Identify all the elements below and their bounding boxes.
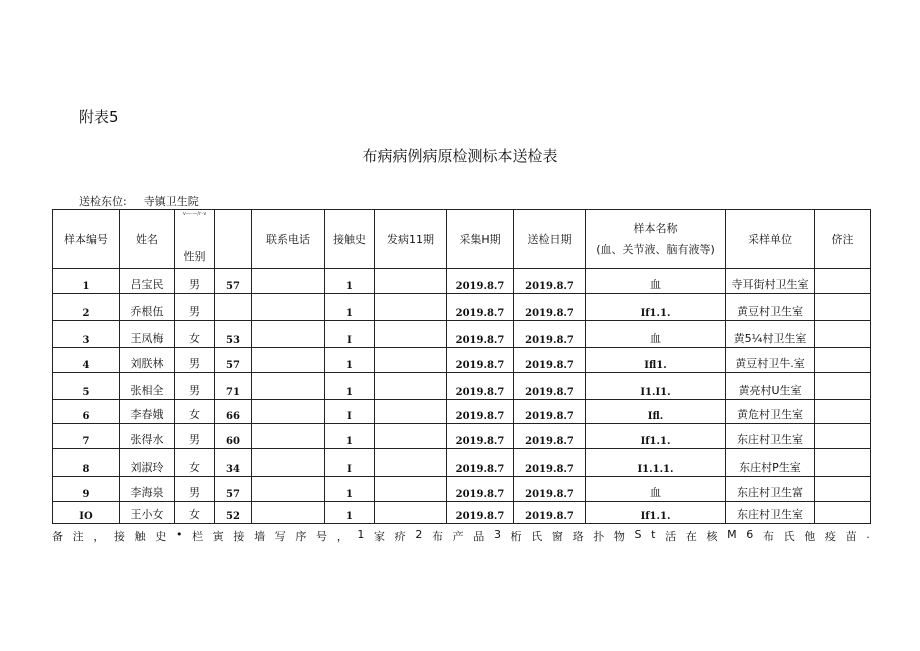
row-sample: 血 xyxy=(586,269,726,294)
footnote-glyph: 墙 xyxy=(254,530,266,543)
header-sample-no: 样本编号 xyxy=(53,210,120,269)
row-collect-date: 2019.8.7 xyxy=(447,449,514,477)
header-phone: 联系电话 xyxy=(252,210,325,269)
footnote-glyph: 3 xyxy=(493,528,501,541)
row-sample: Ifl1. xyxy=(586,348,726,373)
row-name: 王小女 xyxy=(120,502,175,524)
row-gender: 女 xyxy=(175,449,215,477)
row-phone xyxy=(252,269,325,294)
row-sample: I1.I1. xyxy=(586,373,726,400)
row-name: 张相全 xyxy=(120,373,175,400)
row-sample: If1.1. xyxy=(586,294,726,321)
footnote-glyph: • xyxy=(175,528,183,541)
row-onset xyxy=(375,373,447,400)
header-sample-name-label: 样本名称 xyxy=(633,222,678,235)
table-row xyxy=(53,477,871,502)
row-name: 李春娥 xyxy=(120,400,175,424)
row-submit-date: 2019.8.7 xyxy=(514,502,586,524)
footnote-glyph: 氏 xyxy=(783,530,795,543)
row-remark xyxy=(815,373,871,400)
row-number: 9 xyxy=(53,477,120,502)
sender-label: 送检东位: xyxy=(79,195,127,208)
table-row xyxy=(53,294,871,321)
header-sample-name-note: (血、关节液、脑有液等) xyxy=(596,243,715,256)
row-gender: 男 xyxy=(175,373,215,400)
row-contact: 1 xyxy=(325,477,375,502)
row-age xyxy=(215,294,252,321)
row-collect-date: 2019.8.7 xyxy=(447,477,514,502)
row-remark xyxy=(815,502,871,524)
table-row xyxy=(53,321,871,348)
row-gender: 女 xyxy=(175,321,215,348)
row-name: 乔根伍 xyxy=(120,294,175,321)
table-row xyxy=(53,400,871,424)
header-remark: 侪注 xyxy=(815,210,871,269)
row-remark xyxy=(815,348,871,373)
footnote-glyph: 桁 xyxy=(510,530,522,543)
row-number: 5 xyxy=(53,373,120,400)
footnote-glyph: 氏 xyxy=(531,530,543,543)
row-onset xyxy=(375,269,447,294)
row-unit: 黄豆村卫生室 xyxy=(726,294,815,321)
row-onset xyxy=(375,502,447,524)
row-onset xyxy=(375,294,447,321)
row-number: 1 xyxy=(53,269,120,294)
row-contact: 1 xyxy=(325,269,375,294)
row-sample: 血 xyxy=(586,321,726,348)
row-onset xyxy=(375,400,447,424)
row-collect-date: 2019.8.7 xyxy=(447,424,514,449)
table-row xyxy=(53,348,871,373)
row-remark xyxy=(815,477,871,502)
row-remark xyxy=(815,321,871,348)
footnote-glyph: 活 xyxy=(665,530,677,543)
footnote-glyph: 家 xyxy=(374,530,385,543)
footnote-glyph: t xyxy=(651,528,656,541)
row-submit-date: 2019.8.7 xyxy=(514,269,586,294)
footnote-glyph: 接 xyxy=(233,530,245,543)
row-unit: 寺耳街村卫生室 xyxy=(726,269,815,294)
row-remark xyxy=(815,269,871,294)
footnote-glyph: 窗 xyxy=(551,530,563,543)
row-collect-date: 2019.8.7 xyxy=(447,348,514,373)
row-age: 57 xyxy=(215,269,252,294)
row-sample: If1.1. xyxy=(586,502,726,524)
row-name: 张得水 xyxy=(120,424,175,449)
row-name: 刘淑玲 xyxy=(120,449,175,477)
row-gender: 男 xyxy=(175,348,215,373)
header-sample-name xyxy=(586,210,726,269)
row-name: 李海泉 xyxy=(120,477,175,502)
row-unit: 黄5¼村卫生室 xyxy=(726,321,815,348)
row-age: 57 xyxy=(215,477,252,502)
footnote-glyph: 接 xyxy=(113,530,125,543)
footnote-glyph: 栏 xyxy=(192,530,204,543)
row-age: 57 xyxy=(215,348,252,373)
row-onset xyxy=(375,477,447,502)
row-collect-date: 2019.8.7 xyxy=(447,269,514,294)
footnote-glyph: 布 xyxy=(431,530,443,543)
row-phone xyxy=(252,348,325,373)
header-submit: 送检日期 xyxy=(514,210,586,269)
row-unit: 东庄村P生室 xyxy=(726,449,815,477)
header-gender-scribble: v—·—/г·ν xyxy=(182,211,207,217)
sender-line xyxy=(79,193,200,210)
row-number: 4 xyxy=(53,348,120,373)
footnote-glyph: 注 xyxy=(72,530,84,543)
row-number: 6 xyxy=(53,400,120,424)
footnote-glyph: ， xyxy=(93,530,105,543)
footnote-glyph: ， xyxy=(336,530,348,543)
footnote-glyph: 品 xyxy=(473,530,485,543)
row-submit-date: 2019.8.7 xyxy=(514,449,586,477)
footnote-glyph: 在 xyxy=(685,530,697,543)
row-gender: 女 xyxy=(175,502,215,524)
row-contact: 1 xyxy=(325,348,375,373)
row-submit-date: 2019.8.7 xyxy=(514,477,586,502)
form-title: 布病病例病原检测标本送检表 xyxy=(362,147,558,165)
row-gender: 男 xyxy=(175,294,215,321)
footnote-glyph: 号 xyxy=(316,530,328,543)
appendix-label: 附表5 xyxy=(79,108,119,126)
row-submit-date: 2019.8.7 xyxy=(514,400,586,424)
specimen-table xyxy=(52,209,871,524)
row-contact: I xyxy=(325,321,375,348)
header-contact: 接触史 xyxy=(325,210,375,269)
row-age: 60 xyxy=(215,424,252,449)
row-remark xyxy=(815,400,871,424)
header-collect: 采集H期 xyxy=(447,210,514,269)
row-age: 53 xyxy=(215,321,252,348)
row-onset xyxy=(375,449,447,477)
footnote-glyph: S xyxy=(634,528,642,541)
footnote-glyph: 疥 xyxy=(394,530,406,543)
footnote-glyph: 产 xyxy=(452,530,464,543)
row-phone xyxy=(252,373,325,400)
row-phone xyxy=(252,400,325,424)
footnote-glyph: 史 xyxy=(155,530,167,543)
footnote-glyph: 他 xyxy=(804,530,816,543)
header-age xyxy=(215,210,252,269)
footnote-glyph: 珞 xyxy=(572,530,584,543)
row-contact: 1 xyxy=(325,373,375,400)
footnote-glyph: 触 xyxy=(134,530,146,543)
row-unit: 东庄村卫生室 xyxy=(726,424,815,449)
row-phone xyxy=(252,321,325,348)
footnote-glyph: 布 xyxy=(762,530,774,543)
table-row xyxy=(53,502,871,524)
row-age: 71 xyxy=(215,373,252,400)
footnote-glyph: 序 xyxy=(295,530,307,543)
row-contact: I xyxy=(325,400,375,424)
row-gender: 女 xyxy=(175,400,215,424)
footnote-glyph: M xyxy=(727,528,737,541)
row-collect-date: 2019.8.7 xyxy=(447,321,514,348)
row-sample: 血 xyxy=(586,477,726,502)
row-remark xyxy=(815,449,871,477)
row-phone xyxy=(252,449,325,477)
row-age: 34 xyxy=(215,449,252,477)
row-sample: If1.1. xyxy=(586,424,726,449)
row-sample: I1.1.1. xyxy=(586,449,726,477)
footnote-glyph: . xyxy=(866,528,870,541)
row-unit: 黄豆村卫牛.室 xyxy=(726,348,815,373)
footnote-glyph: 2 xyxy=(415,528,423,541)
header-onset: 发病11期 xyxy=(375,210,447,269)
row-unit: 东庄村卫生室 xyxy=(726,502,815,524)
row-onset xyxy=(375,348,447,373)
footnote-glyph: 1 xyxy=(357,528,365,541)
footnote-glyph: 苗 xyxy=(845,530,857,543)
row-contact: I xyxy=(325,449,375,477)
row-name: 刘朕林 xyxy=(120,348,175,373)
row-sample: Ifl. xyxy=(586,400,726,424)
header-name: 姓名 xyxy=(120,210,175,269)
footnote-glyph: 写 xyxy=(274,530,286,543)
row-collect-date: 2019.8.7 xyxy=(447,400,514,424)
row-number: 8 xyxy=(53,449,120,477)
row-submit-date: 2019.8.7 xyxy=(514,348,586,373)
table-row xyxy=(53,269,871,294)
header-gender-label: 性别 xyxy=(183,250,206,263)
row-submit-date: 2019.8.7 xyxy=(514,373,586,400)
row-submit-date: 2019.8.7 xyxy=(514,294,586,321)
row-submit-date: 2019.8.7 xyxy=(514,424,586,449)
row-phone xyxy=(252,424,325,449)
footnote-glyph: 寅 xyxy=(212,530,224,543)
row-name: 吕宝民 xyxy=(120,269,175,294)
row-number: 7 xyxy=(53,424,120,449)
row-gender: 男 xyxy=(175,477,215,502)
row-age: 66 xyxy=(215,400,252,424)
row-remark xyxy=(815,424,871,449)
row-onset xyxy=(375,424,447,449)
footnote-glyph: 扑 xyxy=(593,530,605,543)
row-remark xyxy=(815,294,871,321)
row-number: 2 xyxy=(53,294,120,321)
row-onset xyxy=(375,321,447,348)
row-phone xyxy=(252,294,325,321)
row-phone xyxy=(252,502,325,524)
header-gender xyxy=(175,210,215,269)
row-contact: 1 xyxy=(325,502,375,524)
footnote-glyph: 物 xyxy=(613,530,625,543)
row-contact: 1 xyxy=(325,294,375,321)
table-row xyxy=(53,373,871,400)
footnote xyxy=(52,528,870,544)
table-row xyxy=(53,424,871,449)
header-row xyxy=(53,210,871,269)
row-submit-date: 2019.8.7 xyxy=(514,321,586,348)
row-unit: 黄危村卫生室 xyxy=(726,400,815,424)
row-unit: 东庄村卫生富 xyxy=(726,477,815,502)
row-number: IO xyxy=(53,502,120,524)
sender-value: 寺镇卫生院 xyxy=(143,195,199,208)
row-gender: 男 xyxy=(175,269,215,294)
row-contact: 1 xyxy=(325,424,375,449)
row-unit: 黄亮村U生室 xyxy=(726,373,815,400)
row-collect-date: 2019.8.7 xyxy=(447,502,514,524)
header-unit: 采样单位 xyxy=(726,210,815,269)
row-collect-date: 2019.8.7 xyxy=(447,294,514,321)
row-number: 3 xyxy=(53,321,120,348)
row-gender: 男 xyxy=(175,424,215,449)
row-collect-date: 2019.8.7 xyxy=(447,373,514,400)
footnote-glyph: 6 xyxy=(746,528,754,541)
table-row xyxy=(53,449,871,477)
footnote-glyph: 核 xyxy=(706,530,718,543)
row-phone xyxy=(252,477,325,502)
row-name: 王凤梅 xyxy=(120,321,175,348)
footnote-glyph: 疫 xyxy=(824,530,836,543)
footnote-glyph: 备 xyxy=(52,530,63,543)
row-age: 52 xyxy=(215,502,252,524)
